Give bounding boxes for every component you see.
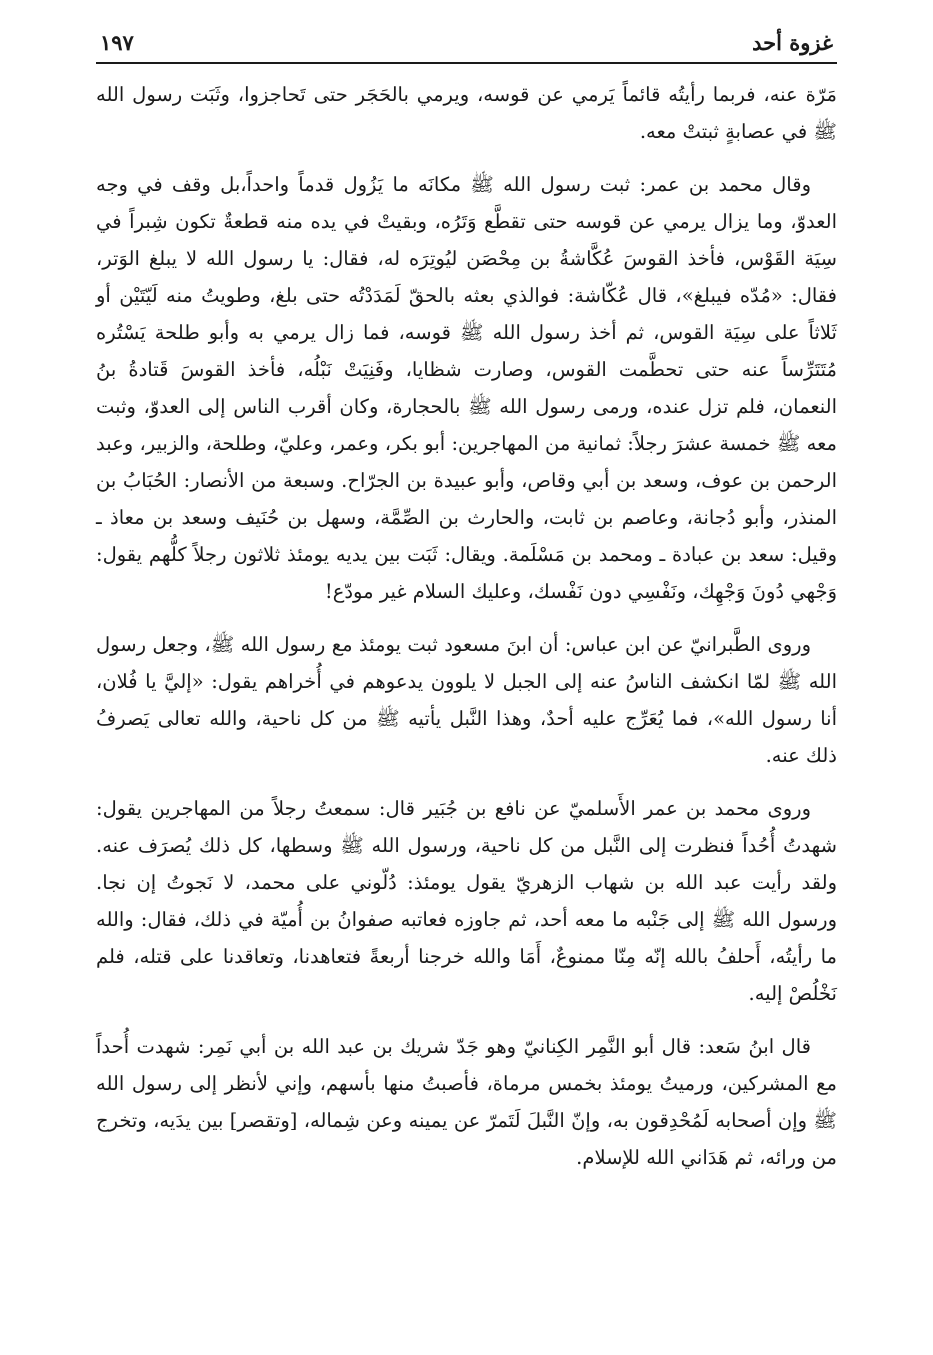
page-body [96,76,837,1176]
page-number: ١٩٧ [100,30,134,55]
paragraph: وقال محمد بن عمر: ثبت رسول الله ﷺ مكانَه ما يَزُول قدماً واحداً،بل وقف في وجه العدوّ، وما يزال يرمي عن قوسه حتى تقطَّع وَتَرُه، وبقيتْ في يده منه قطعةٌ تكون شِبراً في سِيَة القَوْس، فأخذ القوسَ عُكَّاشةُ بن مِحْصَن ليُوتِرَه له، فقال: يا رسول الله لا يبلغ الوَتر، فقال: «مُدّه فيبلغ»، قال عُكّاشة: فوالذي بعثه بالحقّ لَمَدَدْتُه حتى بلغ، وطويتُ منه لَيّتَيْن أو ثَلاثاً على سِيَة القوس، ثم أخذ رسول الله ﷺ قوسه، فما زال يرمي به وأبو طلحة يَسْتُره مُتَتَرِّساً عنه حتى تحطَّمت القوس، وصارت شظايا، وفَنِيَتْ نَبْلُه، فأخذ القوسَ قَتادةُ بنُ النعمان، فلم تزل عنده، ورمى رسول الله ﷺ بالحجارة، وكان أقرب الناس إلى العدوّ، وثبت معه ﷺ خمسة عشرَ رجلاً: ثمانية من المهاجرين: أبو بكر، وعمر، وعليّ، وطلحة، والزبير، وعبد الرحمن بن عوف، وسعد بن أبي وقاص، وأبو عبيدة بن الجرّاح. وسبعة من الأنصار: الحُبَابُ بن المنذر، وأبو دُجانة، وعاصم بن ثابت، والحارث بن الصِّمَّة، وسهل بن حُنَيف وسعد بن معاذ ـ وقيل: سعد بن عبادة ـ ومحمد بن مَسْلَمة. ويقال: ثَبَت بين يديه يومئذ ثلاثون رجلاً كلُّهم يقول: وَجْهي دُونَ وَجْهِك، ونَفْسِي دون نَفْسك، وعليك السلام غير مودّع! [96,173,837,603]
paragraph: وروى الطَّبرانيّ عن ابن عباس: أن ابنَ مسعود ثبت يومئذ مع رسول الله ﷺ، وجعل رسول الله ﷺ لمّا انكشف الناسُ عنه إلى الجبل لا يلوون يدعوهم في أُخراهم يقول: «إليَّ يا فُلان، أنا رسول الله»، فما يُعَرِّج عليه أحدٌ، وهذا النَّبل يأتيه ﷺ من كل ناحية، والله تعالى يَصرفُ ذلك عنه. [96,633,837,767]
running-header [96,28,837,64]
paragraph: وروى محمد بن عمر الأَسلميّ عن نافع بن جُبَير قال: سمعتُ رجلاً من المهاجرين يقول: شهدتُ أُحُداً فنظرت إلى النَّبل من كل ناحية، ورسول الله ﷺ وسطها، كل ذلك يُصرَف عنه. ولقد رأيت عبد الله بن شهاب الزهريّ يقول يومئذ: دُلّوني على محمد، لا نَجوتُ إن نجا. ورسول الله ﷺ إلى جَنْبه ما معه أحد، ثم جاوزه فعاتبه صفوانُ بن أُميّة في ذلك، فقال: والله ما رأيتُه، أَحلفُ بالله إنّه مِنّا ممنوعٌ، أَمَا والله خرجنا أربعةً فتعاهدنا، وتعاقدنا على قتله، فلم نَخْلُصْ إليه. [96,797,837,1005]
paragraph: مَرّة عنه، فربما رأيتُه قائماً يَرمي عن قوسه، ويرمي بالحَجَر حتى تَحاجزوا، وثَبَت رسول الله ﷺ في عصابةٍ ثبتتْ معه. [96,83,837,143]
paragraph: قال ابنُ سَعد: قال أبو النَّمِر الكِنانيّ وهو جَدّ شريك بن عبد الله بن أبي نَمِر: شهدت أُحداً مع المشركين، ورميتُ يومئذ بخمس مرماة، فأصبتُ منها بأسهم، وإني لأنظر إلى رسول الله ﷺ وإن أصحابه لَمُحْدِقون به، وإنّ النَّبلَ لَتَمرّ عن يمينه وعن شِماله، [وتقصر] بين يدَيه، وتخرج من ورائه، ثم هَدَاني الله للإسلام. [96,1035,837,1169]
running-title: غزوة أحد [752,30,833,55]
